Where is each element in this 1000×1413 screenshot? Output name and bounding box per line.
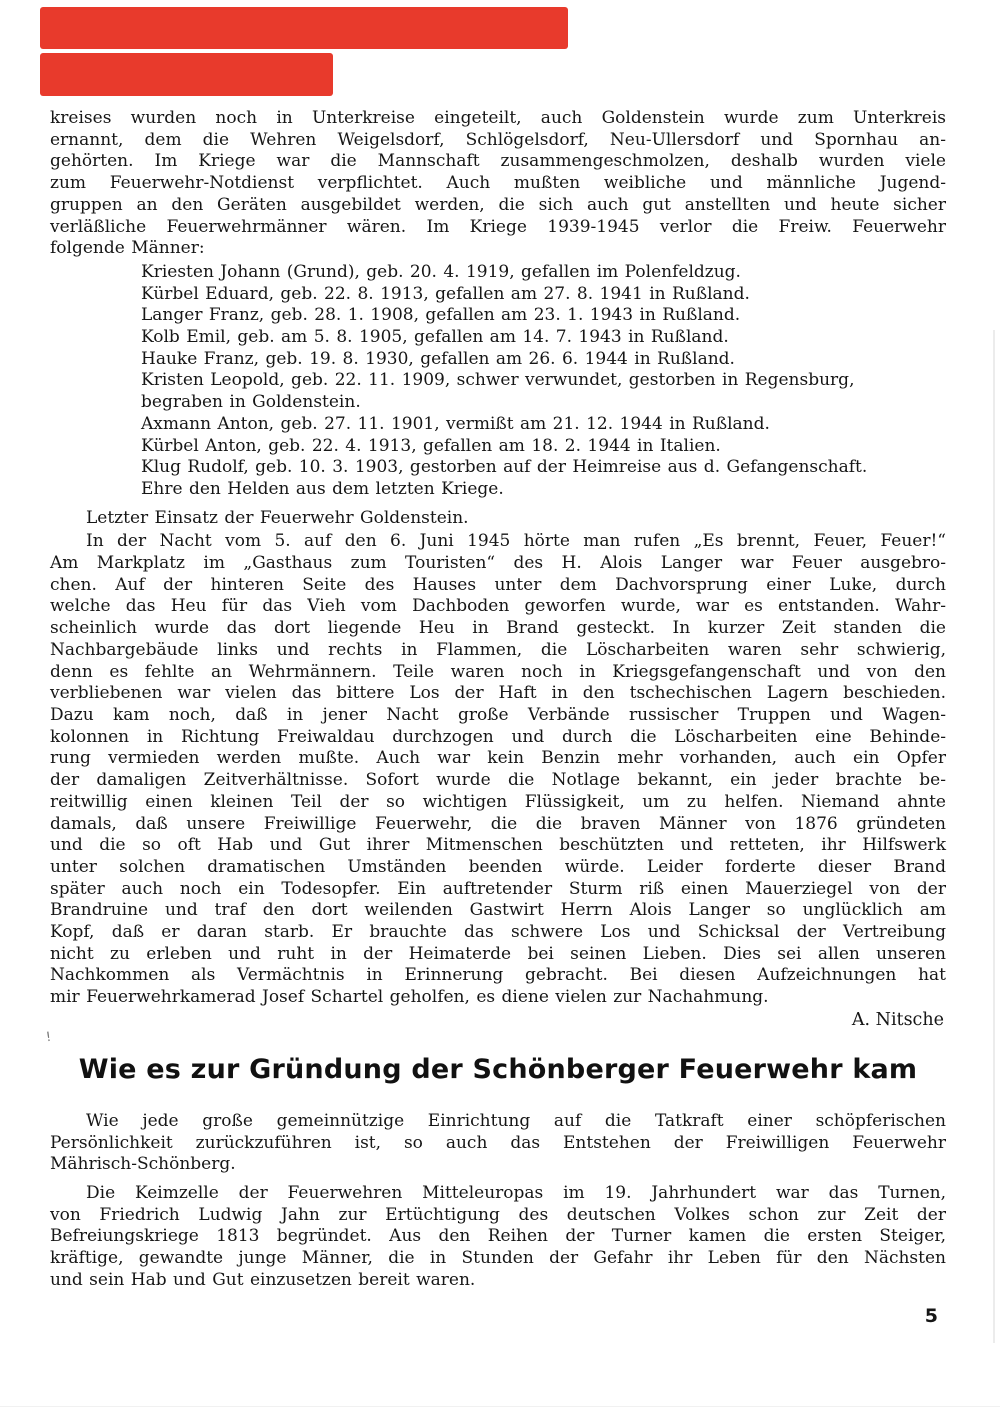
text-line: Nachbargebäude links und rechts in Flammen, die Löscharbeiten waren sehr schwierig, [50, 639, 946, 660]
text-line: welche das Heu für das Vieh vom Dachboden geworfen wurde, war es entstanden. Wahr- [50, 596, 946, 617]
text-line: Kristen Leopold, geb. 22. 11. 1909, schwer verwundet, gestorben in Regensburg, [141, 370, 855, 391]
text-line: kolonnen in Richtung Freiwaldau durchzogen und durch die Löscharbeiten eine Behinde- [50, 726, 946, 747]
text-line: Letzter Einsatz der Feuerwehr Goldenstein. [86, 507, 469, 528]
text-line: Am Markplatz im „Gasthaus zum Touristen“ des H. Alois Langer war Feuer ausgebro- [50, 553, 946, 574]
section-heading: Wie es zur Gründung der Schönberger Feuerwehr kam [78, 1053, 918, 1085]
text-line: Axmann Anton, geb. 27. 11. 1901, vermißt am 21. 12. 1944 in Rußland. [141, 413, 770, 434]
text-line: kräftige, gewandte junge Männer, die in Stunden der Gefahr ihr Leben für den Nächsten [50, 1248, 946, 1269]
text-line: später auch noch ein Todesopfer. Ein auftretender Sturm riß einen Mauerziegel von der [50, 878, 946, 899]
text-line: Ehre den Helden aus dem letzten Kriege. [141, 478, 504, 499]
text-line: gehörten. Im Kriege war die Mannschaft zusammengeschmolzen, deshalb wurden viele [50, 151, 946, 172]
scan-artifact-mark: ! [44, 1029, 53, 1046]
text-line: Befreiungskriege 1813 begründet. Aus den Reihen der Turner kamen die ersten Steiger, [50, 1226, 946, 1247]
text-line: scheinlich wurde das dort liegende Heu in Brand gesteckt. In kurzer Zeit standen die [50, 618, 946, 639]
text-line: chen. Auf der hinteren Seite des Hauses unter dem Dachvorsprung einer Luke, durch [50, 574, 946, 595]
paragraph-unterkreis [50, 108, 946, 260]
text-line: Hauke Franz, geb. 19. 8. 1930, gefallen am 26. 6. 1944 in Rußland. [141, 348, 735, 369]
text-line: Persönlichkeit zurückzuführen ist, so auch das Entstehen der Freiwilligen Feuerwehr [50, 1132, 946, 1153]
text-line: In der Nacht vom 5. auf den 6. Juni 1945 hörte man rufen „Es brennt, Feuer, Feuer!“ [86, 531, 946, 552]
text-line: Mährisch-Schönberg. [50, 1154, 236, 1175]
text-line: Kürbel Anton, geb. 22. 4. 1913, gefallen am 18. 2. 1944 in Italien. [141, 435, 721, 456]
page-number: 5 [924, 1305, 938, 1328]
text-line: denn es fehlte an Wehrmännern. Teile waren noch in Kriegsgefangenschaft und von den [50, 661, 946, 682]
paragraph-letzter-einsatz [50, 508, 946, 530]
text-line: Kolb Emil, geb. am 5. 8. 1905, gefallen am 14. 7. 1943 in Rußland. [141, 327, 729, 348]
text-line: rung vermieden werden mußte. Auch war kein Benzin mehr vorhanden, auch ein Opfer [50, 748, 946, 769]
text-line: und sein Hab und Gut einzusetzen bereit waren. [50, 1269, 476, 1290]
text-line: mir Feuerwehrkamerad Josef Schartel geholfen, es diene vielen zur Nachahmung. [50, 987, 769, 1008]
text-line: Langer Franz, geb. 28. 1. 1908, gefallen am 23. 1. 1943 in Rußland. [141, 305, 741, 326]
text-line: damals, daß unsere Freiwillige Feuerwehr, die die braven Männer von 1876 gründeten [50, 813, 946, 834]
text-line: Wie jede große gemeinnützige Einrichtung auf die Tatkraft einer schöpferischen [86, 1110, 946, 1131]
text-line: folgende Männer: [50, 238, 205, 259]
author-signature: A. Nitsche [851, 1009, 944, 1030]
paragraph-founding-intro [50, 1111, 946, 1176]
text-line: der damaligen Zeitverhältnisse. Sofort wurde die Notlage bekannt, ein jeder brachte be- [50, 770, 946, 791]
text-line: Die Keimzelle der Feuerwehren Mitteleuropas im 19. Jahrhundert war das Turnen, [86, 1182, 946, 1203]
text-line: und die so oft Hab und Gut ihrer Mitmenschen beschützten und retteten, ihr Hilfswerk [50, 835, 946, 856]
text-line: Kopf, daß er daran starb. Er brauchte das schwere Los und Schicksal der Vertreibung [50, 922, 946, 943]
text-line: begraben in Goldenstein. [141, 392, 361, 413]
text-line: zum Feuerwehr-Notdienst verpflichtet. Auch mußten weibliche und männliche Jugend- [50, 173, 946, 194]
text-line: ernannt, dem die Wehren Weigelsdorf, Schlögelsdorf, Neu-Ullersdorf und Spornhau an- [50, 129, 946, 150]
scan-edge-right [993, 330, 995, 1343]
text-line: von Friedrich Ludwig Jahn zur Ertüchtigung des deutschen Volkes schon zur Zeit der [50, 1204, 946, 1225]
text-line: Kriesten Johann (Grund), geb. 20. 4. 1919, gefallen im Polenfeldzug. [141, 261, 741, 282]
text-line: unter solchen dramatischen Umständen beenden würde. Leider forderte dieser Brand [50, 856, 946, 877]
text-line: reitwillig einen kleinen Teil der so wichtigen Flüssigkeit, um zu helfen. Niemand ahnte [50, 791, 946, 812]
text-line: verbliebenen war vielen das bittere Los der Haft in den tschechischen Lagern beschieden. [50, 683, 946, 704]
text-line: Klug Rudolf, geb. 10. 3. 1903, gestorben auf der Heimreise aus d. Gefangenschaft. [141, 457, 868, 478]
text-line: Nachkommen als Vermächtnis in Erinnerung gebracht. Bei diesen Aufzeichnungen hat [50, 965, 946, 986]
text-line: nicht zu erleben und ruht in der Heimaterde bei seinen Lieben. Dies sei allen unseren [50, 943, 946, 964]
text-line: Dazu kam noch, daß in jener Nacht große Verbände russischer Truppen und Wagen- [50, 704, 946, 725]
paragraph-fire-night-1945 [50, 531, 946, 1008]
text-line: verläßliche Feuerwehrmänner wären. Im Kriege 1939-1945 verlor die Freiw. Feuerwehr [50, 216, 946, 237]
paragraph-keimzelle-turnen [50, 1183, 946, 1292]
scan-edge-bottom [0, 1406, 1000, 1407]
text-line: Kürbel Eduard, geb. 22. 8. 1913, gefallen am 27. 8. 1941 in Rußland. [141, 283, 750, 304]
text-line: Brandruine und traf den dort weilenden Gastwirt Herrn Alois Langer so unglücklich am [50, 900, 946, 921]
text-line: kreises wurden noch in Unterkreise eingeteilt, auch Goldenstein wurde zum Unterkreis [50, 108, 946, 128]
text-line: gruppen an den Geräten ausgebildet werden, die sich auch gut anstellten und heute sicher [50, 194, 946, 215]
memorial-list-fallen-firefighters [141, 262, 946, 501]
